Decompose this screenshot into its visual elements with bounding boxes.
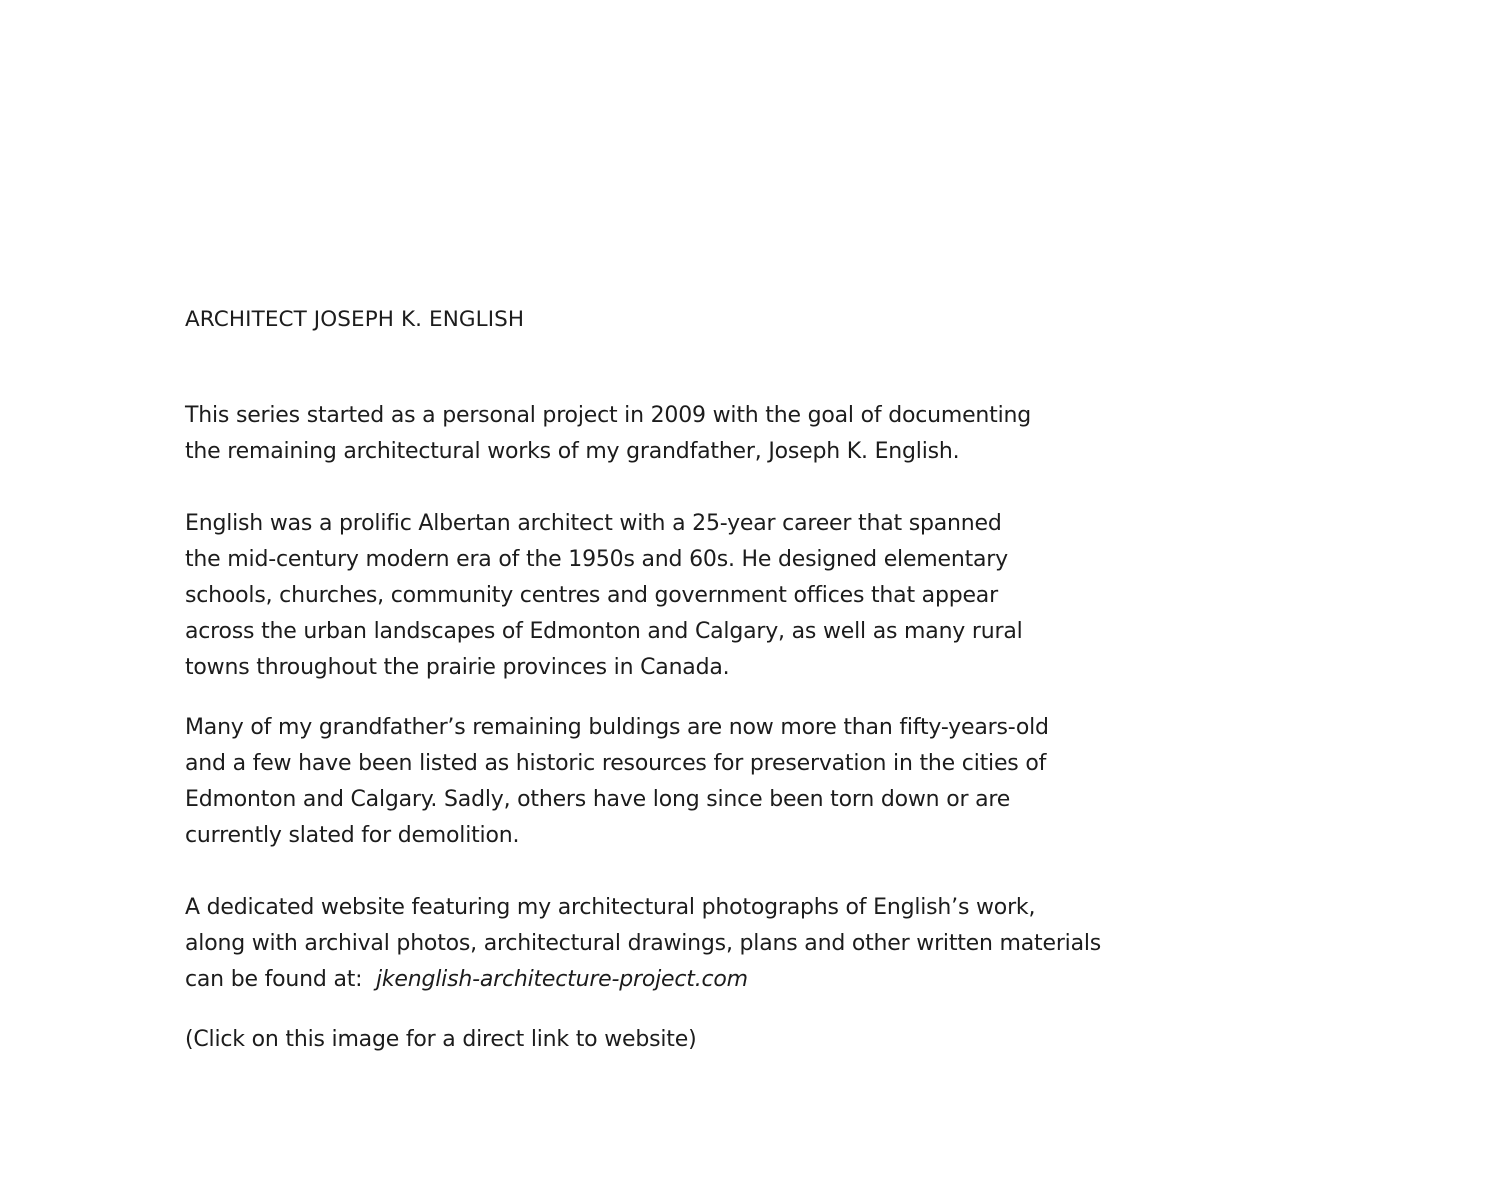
paragraph-line: across the urban landscapes of Edmonton and Calgary, as well as many rural: [185, 619, 1023, 644]
paragraph-click-note: [185, 1022, 1305, 1058]
paragraph-line: This series started as a personal project in 2009 with the goal of documenting: [185, 403, 1032, 428]
paragraph-preservation: [185, 710, 1305, 854]
paragraph-line: the mid-century modern era of the 1950s and 60s. He designed elementary: [185, 547, 1008, 572]
paragraph-line: A dedicated website featuring my architectural photographs of English’s work,: [185, 895, 1036, 920]
click-note: (Click on this image for a direct link to website): [185, 1027, 697, 1052]
paragraph-career: [185, 506, 1305, 686]
paragraph-line-with-link: [185, 962, 1305, 998]
paragraph-line: English was a prolific Albertan architect with a 25-year career that spanned: [185, 511, 1002, 536]
paragraph-line: Edmonton and Calgary. Sadly, others have long since been torn down or are: [185, 787, 1011, 812]
paragraph-line: along with archival photos, architectural drawings, plans and other written materials: [185, 931, 1102, 956]
paragraph-website: [185, 890, 1305, 998]
paragraph-line: and a few have been listed as historic resources for preservation in the cities of: [185, 751, 1047, 776]
paragraph-intro: [185, 398, 1305, 470]
paragraph-line: towns throughout the prairie provinces in Canada.: [185, 655, 730, 680]
paragraph-line: currently slated for demolition.: [185, 823, 520, 848]
url-prefix: can be found at:: [185, 967, 376, 992]
paragraph-line: schools, churches, community centres and government offices that appear: [185, 583, 998, 608]
page-title: [185, 302, 1305, 338]
paragraph-line: the remaining architectural works of my grandfather, Joseph K. English.: [185, 439, 960, 464]
paragraph-line: Many of my grandfather’s remaining buldings are now more than fifty-years-old: [185, 715, 1049, 740]
website-link[interactable]: jkenglish-architecture-project.com: [375, 967, 748, 992]
title-text: ARCHITECT JOSEPH K. ENGLISH: [185, 307, 525, 332]
